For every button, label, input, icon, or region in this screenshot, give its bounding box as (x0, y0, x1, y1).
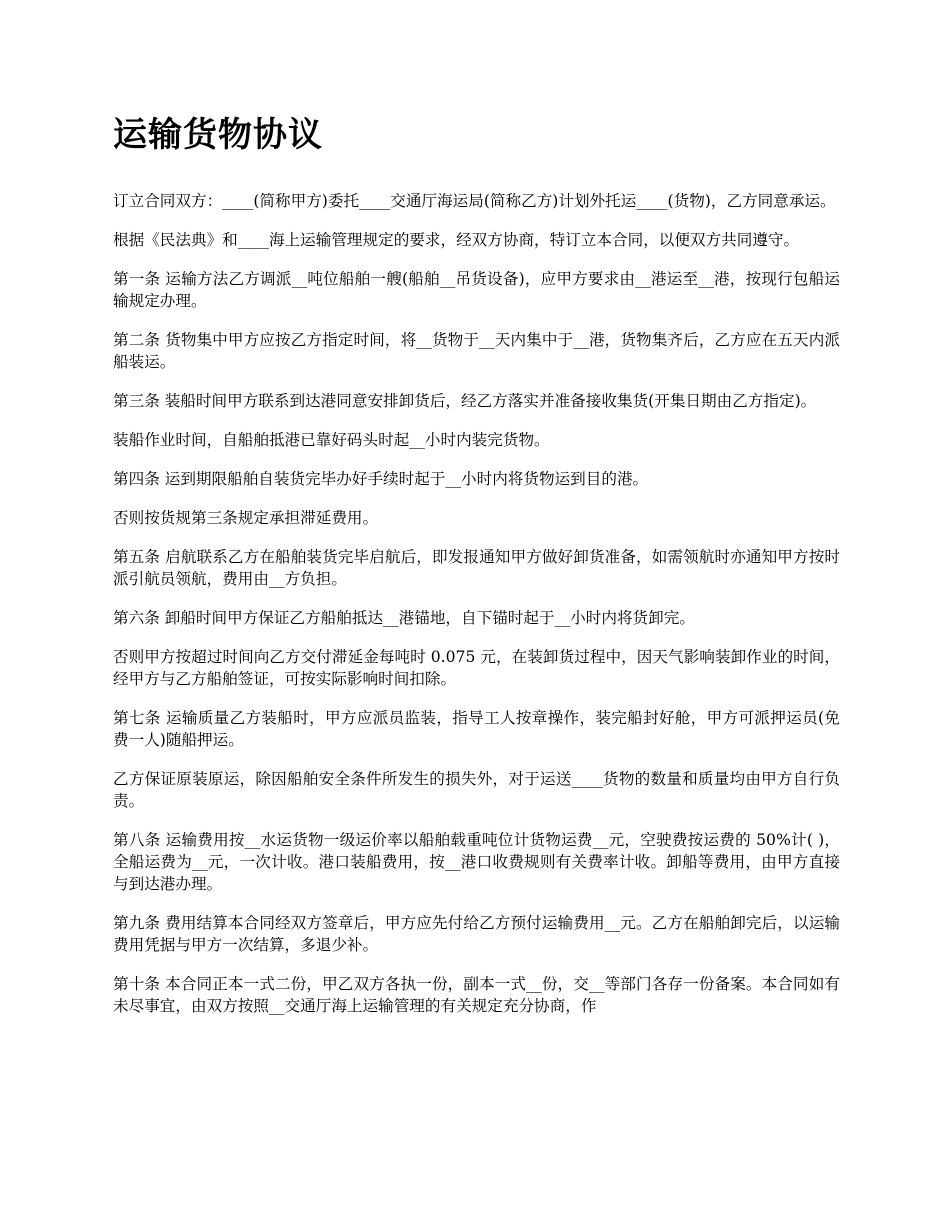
paragraph-delay-fee: 否则按货规第三条规定承担滞延费用。 (113, 509, 379, 527)
paragraph-article-5: 第五条 启航联系乙方在船舶装货完毕启航后，即发报通知甲方做好卸货准备，如需领航时亦通知甲方按时派引航员领航，费用由__方负担。 (113, 548, 840, 588)
paragraph-demurrage: 否则甲方按超过时间向乙方交付滞延金每吨时 0.075 元，在装卸货过程中，因天气影响装卸作业的时间，经甲方与乙方船舶签证，可按实际影响时间扣除。 (113, 648, 840, 688)
paragraph-article-3: 第三条 装船时间甲方联系到达港同意安排卸货后，经乙方落实并准备接收集货(开集日期由乙方指定)。 (113, 392, 817, 410)
paragraph-article-1: 第一条 运输方法乙方调派__吨位船舶一艘(船舶__吊货设备)，应甲方要求由__港运至__港，按现行包船运输规定办理。 (113, 270, 840, 310)
paragraph-article-7: 第七条 运输质量乙方装船时，甲方应派员监装，指导工人按章操作，装完船封好舱，甲方可派押运员(免费一人)随船押运。 (113, 709, 840, 749)
paragraph-parties: 订立合同双方：____(简称甲方)委托____交通厅海运局(简称乙方)计划外托运____(货物)，乙方同意承运。 (113, 192, 836, 210)
document-page (113, 113, 840, 1034)
paragraph-article-2: 第二条 货物集中甲方应按乙方指定时间，将__货物于__天内集中于__港，货物集齐后，乙方应在五天内派船装运。 (113, 331, 840, 371)
document-title: 运输货物协议 (113, 115, 323, 155)
paragraph-article-10: 第十条 本合同正本一式二份，甲乙双方各执一份，副本一式__份，交__等部门各存一份备案。本合同如有未尽事宜，由双方按照__交通厅海上运输管理的有关规定充分协商，作 (113, 975, 840, 1015)
paragraph-article-4: 第四条 运到期限船舶自装货完毕办好手续时起于__小时内将货物运到目的港。 (113, 470, 649, 488)
paragraph-basis: 根据《民法典》和____海上运输管理规定的要求，经双方协商，特订立本合同，以便双方共同遵守。 (113, 231, 800, 249)
paragraph-article-6: 第六条 卸船时间甲方保证乙方船舶抵达__港锚地，自下锚时起于__小时内将货卸完。 (113, 609, 695, 627)
paragraph-quality-guarantee: 乙方保证原装原运，除因船舶安全条件所发生的损失外，对于运送____货物的数量和质量均由甲方自行负责。 (113, 770, 840, 810)
paragraph-article-9: 第九条 费用结算本合同经双方签章后，甲方应先付给乙方预付运输费用__元。乙方在船舶卸完后，以运输费用凭据与甲方一次结算，多退少补。 (113, 914, 840, 954)
paragraph-article-8: 第八条 运输费用按__水运货物一级运价率以船舶载重吨位计货物运费__元，空驶费按运费的 50%计( )，全船运费为__元，一次计收。港口装船费用，按__港口收费规则有关费率计收。卸船等费用，由甲方直接与到达港办理。 (113, 831, 840, 893)
paragraph-loading-time: 装船作业时间，自船舶抵港已靠好码头时起__小时内装完货物。 (113, 431, 550, 449)
